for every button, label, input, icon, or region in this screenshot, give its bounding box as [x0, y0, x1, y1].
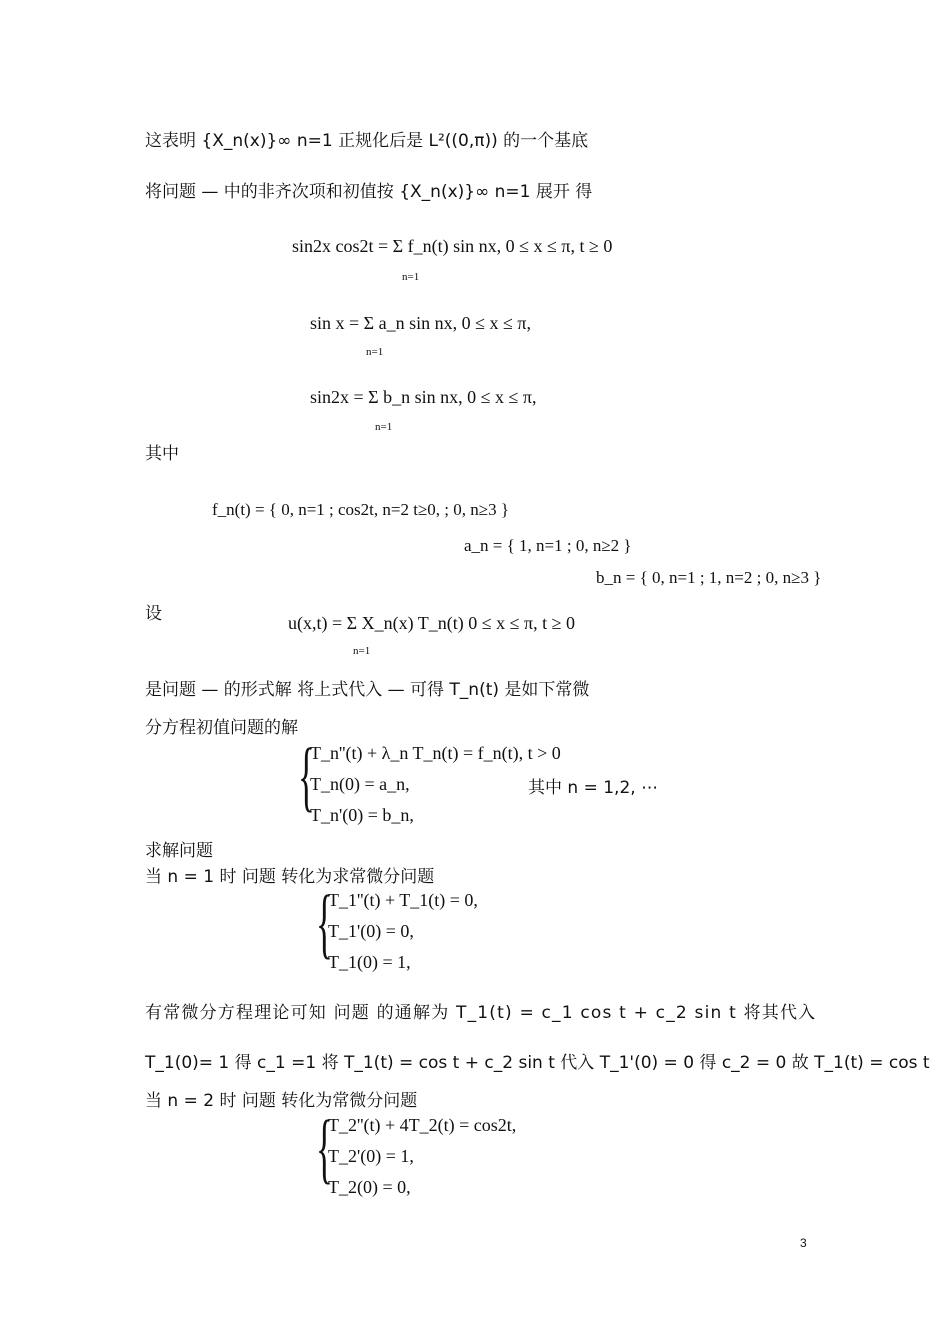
equation-1-index-text: n=1 [402, 271, 420, 283]
system-1-brace: { [298, 732, 315, 819]
u-definition-index-text: n=1 [353, 645, 371, 657]
system-3-brace: { [316, 1104, 333, 1191]
label-she: 设 [145, 604, 162, 624]
label-solve: 求解问题 [145, 841, 213, 861]
text-basis: 这表明 {X_n(x)}∞ n=1 正规化后是 L²((0,π)) 的一个基底 [145, 131, 589, 151]
line-expand [145, 177, 592, 202]
line-ode-problem: 分方程初值问题的解 [145, 718, 298, 738]
equation-2-index-text: n=1 [366, 346, 384, 358]
line-basis [145, 126, 588, 151]
u-definition-text: u(x,t) = Σ X_n(x) T_n(t) 0 ≤ x ≤ π, t ≥ 0 [288, 613, 575, 633]
equation-1 [292, 236, 612, 257]
line-general-solution: 有常微分方程理论可知 问题 的通解为 T_1(t) = c_1 cos t + c_2 sin t 将其代入 [145, 1003, 817, 1023]
u-definition-index [353, 645, 370, 657]
line-n-equals-2: 当 n = 2 时 问题 转化为常微分问题 [145, 1091, 418, 1111]
equation-3-index-text: n=1 [375, 421, 393, 433]
bn-definition-text: b_n = { 0, n=1 ; 1, n=2 ; 0, n≥3 } [596, 568, 822, 587]
equation-1-index [402, 271, 419, 283]
equation-2-index [366, 346, 383, 358]
equation-3 [310, 387, 537, 408]
line-substitute: T_1(0)= 1 得 c_1 =1 将 T_1(t) = cos t + c_2 sin t 代入 T_1'(0) = 0 得 c_2 = 0 故 T_1(t) = cos t [145, 1053, 930, 1073]
label-qizhong: 其中 [145, 444, 179, 464]
equation-2 [310, 313, 531, 334]
line-formal-solution: 是问题 — 的形式解 将上式代入 — 可得 T_n(t) 是如下常微 [145, 680, 590, 700]
system-2-line-3: T_1(0) = 1, [328, 952, 411, 972]
system-3-line-3: T_2(0) = 0, [328, 1177, 411, 1197]
page-number: 3 [800, 1236, 807, 1250]
system-3-line-2: T_2'(0) = 1, [328, 1146, 414, 1166]
bn-definition [596, 568, 821, 588]
equation-3-text: sin2x = Σ b_n sin nx, 0 ≤ x ≤ π, [310, 387, 537, 407]
an-definition-text: a_n = { 1, n=1 ; 0, n≥2 } [464, 536, 632, 555]
system-2-line-2: T_1'(0) = 0, [328, 921, 414, 941]
system-1-line-1: T_n''(t) + λ_n T_n(t) = f_n(t), t > 0 [310, 743, 561, 763]
line-n-equals-1: 当 n = 1 时 问题 转化为求常微分问题 [145, 867, 435, 887]
an-definition [464, 536, 632, 556]
equation-2-text: sin x = Σ a_n sin nx, 0 ≤ x ≤ π, [310, 313, 531, 333]
text-expand: 将问题 — 中的非齐次项和初值按 {X_n(x)}∞ n=1 展开 得 [145, 182, 593, 202]
fn-definition [212, 500, 509, 520]
fn-definition-text: f_n(t) = { 0, n=1 ; cos2t, n=2 t≥0, ; 0, n≥3 } [212, 500, 510, 519]
system-1-note: 其中 n = 1,2, ⋯ [528, 778, 659, 798]
equation-1-text: sin2x cos2t = Σ f_n(t) sin nx, 0 ≤ x ≤ π, t ≥ 0 [292, 236, 613, 256]
system-1-line-3: T_n'(0) = b_n, [310, 805, 414, 825]
u-definition [288, 613, 575, 634]
system-2-brace: { [316, 879, 333, 966]
system-2-line-1: T_1''(t) + T_1(t) = 0, [328, 890, 478, 910]
system-3-line-1: T_2''(t) + 4T_2(t) = cos2t, [328, 1115, 517, 1135]
equation-3-index [375, 421, 392, 433]
system-1-line-2: T_n(0) = a_n, [310, 774, 410, 794]
